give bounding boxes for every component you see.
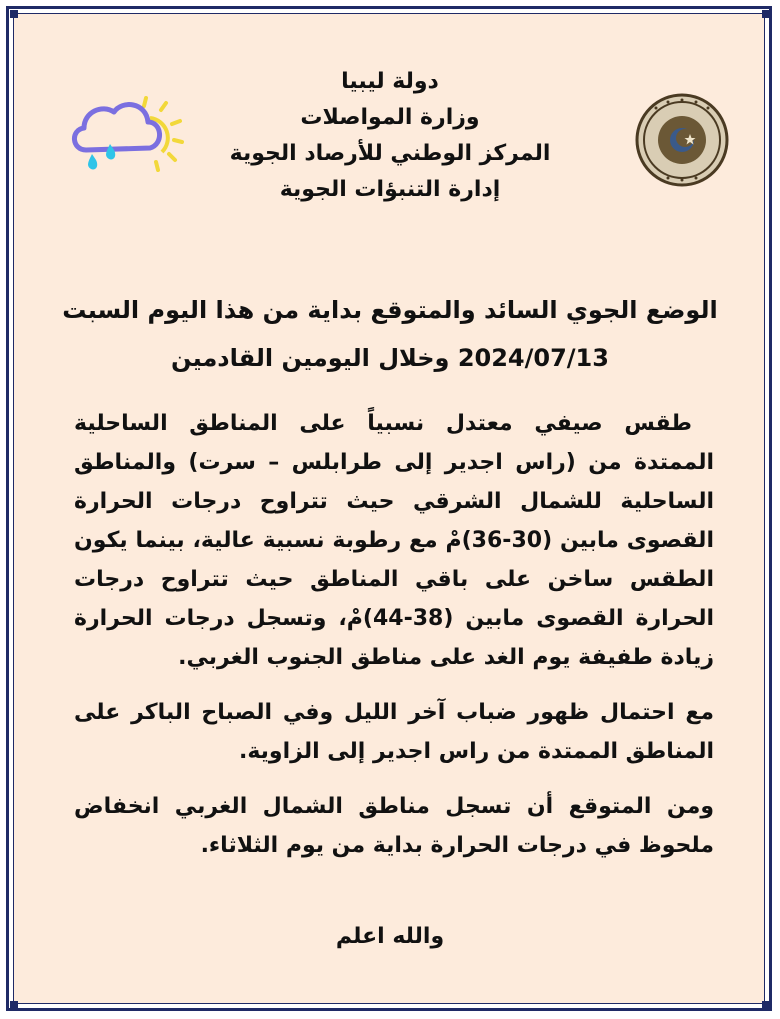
ministry-name: وزارة المواصلات — [300, 105, 480, 130]
closing-phrase: والله اعلم — [335, 924, 445, 949]
country-name: دولة ليبيا — [341, 69, 439, 94]
bulletin-title — [60, 286, 720, 382]
ministry-seal-icon — [634, 92, 730, 188]
title-line-1: الوضع الجوي السائد والمتوقع بداية من هذا اليوم السبت — [62, 296, 718, 324]
cloud-sun-rain-icon — [66, 92, 190, 182]
forecast-paragraph-temperature: طقس صيفي معتدل نسبياً على المناطق الساحلية الممتدة من (راس اجدير إلى طرابلس – سرت) والمناطق الساحلية للشمال الشرقي حيث تتراوح درجات الحرارة القصوى مابين (30-36)مْ مع رطوبة نسبية عالية، بينما يكون الطقس ساخن على باقي المناطق حيث تتراوح درجات الحرارة القصوى مابين (38-44)مْ، وتسجل درجات الحرارة زيادة طفيفة يوم الغد على مناطق الجنوب الغربي. — [74, 411, 715, 670]
department-name: إدارة التنبؤات الجوية — [279, 177, 501, 202]
forecast-paragraph-cooling: ومن المتوقع أن تسجل مناطق الشمال الغربي انخفاض ملحوظ في درجات الحرارة بداية من يوم الثلاثاء. — [74, 794, 714, 858]
corner-ornament — [762, 1001, 770, 1009]
letterhead — [220, 64, 560, 208]
corner-ornament — [10, 10, 18, 18]
title-line-2: 2024/07/13 وخلال اليومين القادمين — [171, 344, 609, 372]
center-name: المركز الوطني للأرصاد الجوية — [229, 141, 551, 166]
forecast-paragraph-fog: مع احتمال ظهور ضباب آخر الليل وفي الصباح الباكر على المناطق الممتدة من راس اجدير إلى الزاوية. — [74, 700, 714, 764]
bulletin-body — [74, 404, 714, 881]
corner-ornament — [762, 10, 770, 18]
corner-ornament — [10, 1001, 18, 1009]
